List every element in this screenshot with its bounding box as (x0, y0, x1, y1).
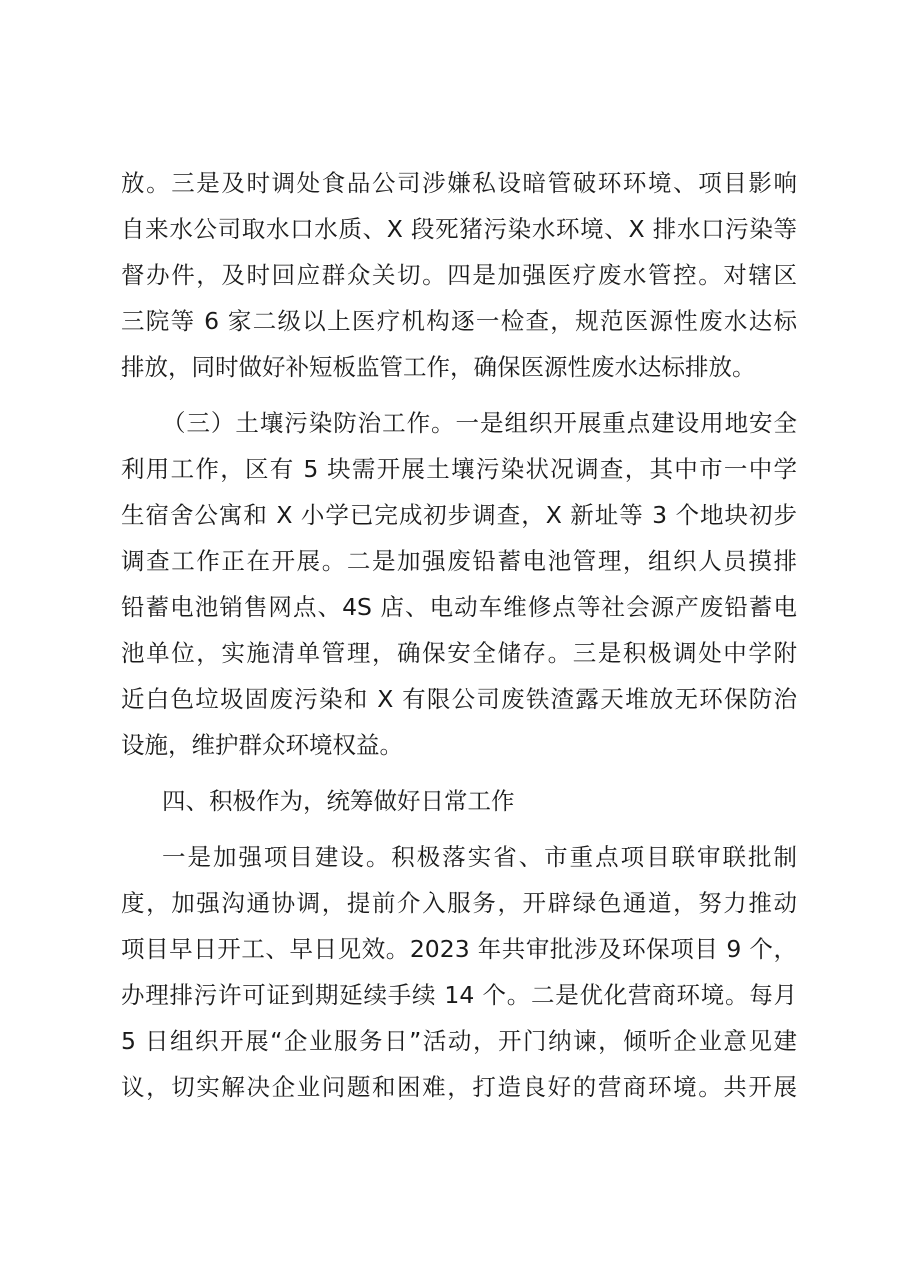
paragraph-line: 放。三是及时调处食品公司涉嫌私设暗管破环环境、项目影响 (121, 169, 797, 197)
paragraph-line: 调查工作正在开展。二是加强废铅蓄电池管理，组织人员摸排 (121, 547, 797, 575)
paragraph-line: 度，加强沟通协调，提前介入服务，开辟绿色通道，努力推动 (121, 889, 797, 917)
paragraph-line: 生宿舍公寓和 X 小学已完成初步调查，X 新址等 3 个地块初步 (121, 501, 797, 529)
section-heading-line: （三）土壤污染防治工作。一是组织开展重点建设用地安全 (162, 409, 797, 437)
paragraph-line: 一是加强项目建设。积极落实省、市重点项目联审联批制 (162, 843, 797, 871)
paragraph-line: 池单位，实施清单管理，确保安全储存。三是积极调处中学附 (121, 639, 797, 667)
paragraph-line: 议，切实解决企业问题和困难，打造良好的营商环境。共开展 (121, 1073, 797, 1101)
paragraph-line: 铅蓄电池销售网点、4S 店、电动车维修点等社会源产废铅蓄电 (121, 593, 797, 621)
paragraph-line: 近白色垃圾固废污染和 X 有限公司废铁渣露天堆放无环保防治 (121, 685, 797, 713)
paragraph-line: 办理排污许可证到期延续手续 14 个。二是优化营商环境。每月 (121, 981, 797, 1009)
paragraph-line: 排放，同时做好补短板监管工作，确保医源性废水达标排放。 (121, 353, 756, 381)
paragraph-line: 自来水公司取水口水质、X 段死猪污染水环境、X 排水口污染等 (121, 215, 797, 243)
section-heading: 四、积极作为，统筹做好日常工作 (162, 787, 515, 815)
paragraph-line: 利用工作，区有 5 块需开展土壤污染状况调查，其中市一中学 (121, 455, 797, 483)
paragraph-line: 三院等 6 家二级以上医疗机构逐一检查，规范医源性废水达标 (121, 307, 797, 335)
paragraph-line: 项目早日开工、早日见效。2023 年共审批涉及环保项目 9 个， (121, 935, 797, 963)
paragraph-line: 5 日组织开展“企业服务日”活动，开门纳谏，倾听企业意见建 (121, 1027, 797, 1055)
paragraph-line: 设施，维护群众环境权益。 (121, 731, 403, 759)
paragraph-line: 督办件，及时回应群众关切。四是加强医疗废水管控。对辖区 (121, 261, 797, 289)
